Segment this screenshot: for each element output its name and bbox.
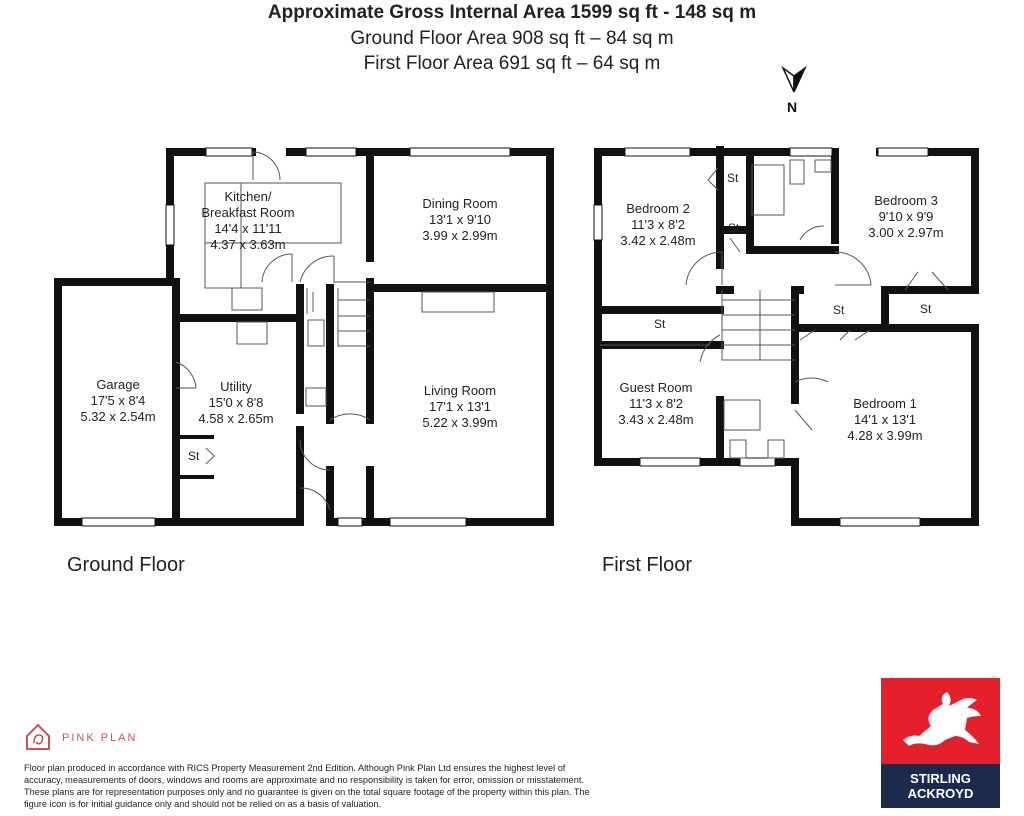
room-metric: 4.28 x 3.99m [847,428,923,443]
ground-storage-label: St [188,449,200,463]
room-name: Bedroom 1 [853,396,917,411]
first-floor-label: First Floor [602,554,692,576]
griffin-icon [881,678,1000,764]
kitchen-label [198,189,298,253]
first-storage-label: St [920,302,932,316]
room-imperial: 15'0 x 8'8 [208,395,264,410]
agent-name-line2: ACKROYD [907,786,974,801]
room-metric: 3.00 x 2.97m [868,225,944,240]
ground-floor-area: Ground Floor Area 908 sq ft – 84 sq m [350,28,674,49]
room-imperial: 17'1 x 13'1 [428,399,492,414]
garage-label [68,377,168,425]
room-name: Kitchen/ [224,189,272,204]
room-imperial: 14'4 x 11'11 [214,221,282,236]
living-room-label [400,383,520,431]
pink-plan-brand: PINK PLAN [62,732,138,744]
bedroom-3-label [856,193,956,241]
room-metric: 5.22 x 3.99m [422,415,498,430]
ground-floor-label: Ground Floor [67,554,185,576]
first-storage-label: St [727,171,739,185]
room-name: Bedroom 2 [626,201,690,216]
stirling-ackroyd-logo [881,678,1000,808]
disclaimer-text: Floor plan produced in accordance with RICS Property Measurement 2nd Edition. Although Pink Plan Ltd ensures the highest level of accuracy, measurements of doors, windows and rooms are approximate and no responsibility is taken for error, omission or misstatement. These plans are for representation purposes only and no guarantee is given on the total square footage of the property within this plan. The figure icon is for initial guidance only and should not be relied on as a basis of valuation. [24,763,590,809]
room-imperial: 11'3 x 8'2 [629,396,683,411]
room-name: Guest Room [619,380,693,395]
first-storage-label: St [728,221,740,235]
room-name: Bedroom 3 [874,193,938,208]
room-metric: 3.42 x 2.48m [620,233,696,248]
room-metric: 4.58 x 2.65m [198,411,274,426]
north-label: N [787,99,798,115]
guest-room-label [606,380,706,428]
logo-navy-panel [881,764,1000,808]
logo-red-panel [881,678,1000,764]
utility-label [186,379,286,427]
room-name: Dining Room [422,196,498,211]
bedroom-2-label [608,201,708,249]
room-imperial: 9'10 x 9'9 [878,209,934,224]
room-imperial: 14'1 x 13'1 [853,412,917,427]
room-imperial: 13'1 x 9'10 [428,212,492,227]
room-metric: 3.43 x 2.48m [618,412,694,427]
first-floor-area: First Floor Area 691 sq ft – 64 sq m [363,53,661,74]
room-imperial: 17'5 x 8'4 [90,393,146,408]
room-metric: 3.99 x 2.99m [422,228,498,243]
bath-walls [720,152,835,462]
agent-name-line1: STIRLING [910,771,971,786]
total-area-title: Approximate Gross Internal Area 1599 sq ft - 148 sq m [267,2,757,23]
dining-room-label [400,196,520,244]
room-name: Breakfast Room [201,205,295,220]
first-storage-label: St [833,303,845,317]
room-name: Living Room [423,383,497,398]
hall-walls [300,288,370,522]
room-imperial: 11'3 x 8'2 [631,217,685,232]
room-name: Garage [96,377,140,392]
room-name: Utility [220,379,252,394]
bedroom-1-label [835,396,935,444]
first-storage-label: St [654,317,666,331]
room-metric: 4.37 x 3.63m [210,237,286,252]
room-metric: 5.32 x 2.54m [80,409,156,424]
pink-plan-logo-icon [24,722,52,752]
